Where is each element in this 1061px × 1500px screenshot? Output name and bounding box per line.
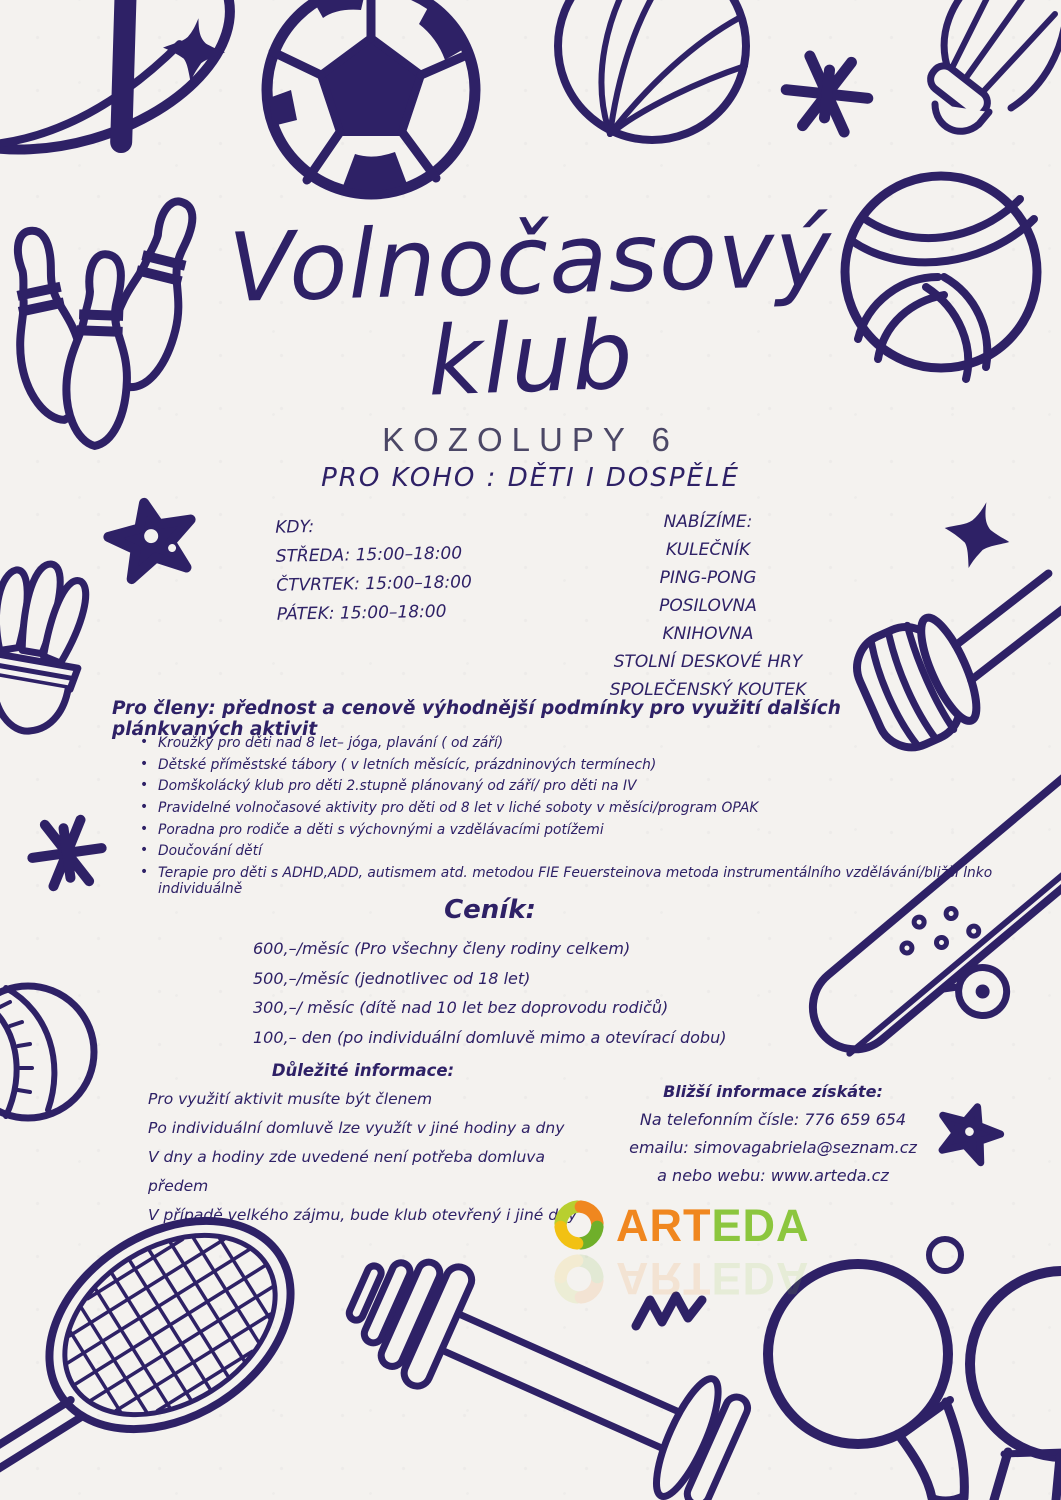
list-item: • Poradna pro rodiče a děti s výchovnými a vzdělávacími potížemi: [138, 823, 1038, 839]
offer-item: STOLNÍ DESKOVÉ HRY: [613, 652, 803, 672]
contact-email: emailu: simovagabriela@seznam.cz: [629, 1138, 917, 1157]
tennis-ball-icon: [0, 978, 110, 1130]
dumbbell-icon: [345, 1272, 765, 1500]
important-info-line: Po individuální domluvě lze využít v jiné hodiny a dny: [148, 1119, 565, 1137]
offer-item: POSILOVNA: [659, 596, 757, 616]
offer-heading: NABÍZÍME:: [663, 512, 753, 532]
arteda-logo-text: [616, 1199, 810, 1251]
arteda-logo-text: [616, 1253, 810, 1305]
price-item: 500,–/měsíc (jednotlivec od 18 let): [253, 968, 531, 988]
badminton-racket-icon: [0, 1195, 302, 1500]
crayon-star-icon: [930, 1096, 1008, 1170]
audience-line: PRO KOHO : DĚTI I DOSPĚLÉ: [321, 463, 740, 493]
list-item: • Kroužky pro děti nad 8 let– jóga, plavání ( od září): [138, 736, 1038, 752]
member-benefits-list: [138, 736, 1038, 903]
arteda-logo-icon: [552, 1198, 606, 1252]
arteda-logo-icon: [552, 1252, 606, 1306]
shuttlecock-icon: [0, 552, 104, 752]
contact-phone: Na telefonním čísle: 776 659 654: [639, 1110, 907, 1129]
important-info-line: V dny a hodiny zde uvedené není potřeba domluva předem: [148, 1148, 545, 1195]
list-item: • Domškolácký klub pro děti 2.stupně plánovaný od září/ pro děti na IV: [138, 779, 1038, 795]
list-item: • Pravidelné volnočasové aktivity pro děti od 8 let v liché soboty v měsíci/program OPAK: [138, 801, 1038, 817]
arteda-logo-reflection: [552, 1252, 810, 1306]
offer-item: KULEČNÍK: [665, 540, 751, 560]
offer-item: SPOLEČENSKÝ KOUTEK: [609, 680, 807, 700]
schedule-block: [275, 510, 473, 629]
schedule-item: ČTVRTEK: 15:00–18:00: [276, 572, 472, 596]
sparkle-icon: [944, 500, 1010, 570]
poster-title-line1: Volnočasový: [227, 198, 834, 324]
contact-block: [608, 1078, 938, 1190]
snowflake-icon: [26, 810, 108, 896]
important-info-line: Pro využití aktivit musíte být členem: [148, 1090, 433, 1108]
schedule-item: PÁTEK: 15:00–18:00: [276, 601, 447, 625]
arteda-logo: [552, 1198, 810, 1252]
list-item: • Doučování dětí: [138, 844, 1038, 860]
important-info-heading: Důležité informace:: [271, 1061, 455, 1080]
address-line: KOZOLUPY 6: [382, 421, 679, 458]
list-item: • Dětské příměstské tábory ( v letních měsícíc, prázdninových termínech): [138, 758, 1038, 774]
price-item: 100,– den (po individuální domluvě mimo a otevírací dobu): [253, 1027, 727, 1047]
important-info-block: [148, 1056, 578, 1230]
shuttlecock-icon: [915, 0, 1061, 138]
pricing-block: [253, 934, 726, 1052]
sparkle-icon: [163, 18, 225, 82]
asterisk-icon: [778, 48, 876, 140]
members-intro: Pro členy: přednost a cenově výhodnější podmínky pro využití dalších plánkvaných aktivit: [112, 698, 841, 740]
logo-text-art: ART: [616, 1253, 712, 1305]
contact-web: a nebo webu: www.arteda.cz: [657, 1166, 889, 1185]
offer-item: PING-PONG: [659, 568, 757, 588]
crayon-star-icon: [98, 496, 206, 584]
contact-heading: Bližší informace získáte:: [663, 1082, 883, 1101]
important-info-line: V případě velkého zájmu, bude klub otevřený i jiné dny: [148, 1206, 578, 1224]
list-item: • Terapie pro děti s ADHD,ADD, autismem atd. metodou FIE Feuersteinova metoda instrumentálního vzdělávání/bližší lnko individuálně: [138, 866, 1038, 897]
pricing-heading: Ceník:: [444, 895, 536, 925]
price-item: 600,–/měsíc (Pro všechny členy rodiny celkem): [253, 939, 631, 958]
offer-block: [563, 508, 853, 704]
logo-text-eda: EDA: [711, 1199, 810, 1251]
offer-item: KNIHOVNA: [662, 624, 754, 644]
beach-ball-icon: [553, 0, 748, 152]
schedule-heading: KDY:: [275, 517, 315, 538]
poster-title-line2: klub: [425, 300, 636, 418]
logo-text-eda: EDA: [711, 1253, 810, 1305]
logo-text-art: ART: [616, 1199, 712, 1251]
schedule-item: STŘEDA: 15:00–18:00: [275, 543, 463, 567]
soccer-ball-icon: [243, 0, 498, 215]
price-item: 300,–/ měsíc (dítě nad 10 let bez doprovodu rodičů): [253, 998, 669, 1017]
